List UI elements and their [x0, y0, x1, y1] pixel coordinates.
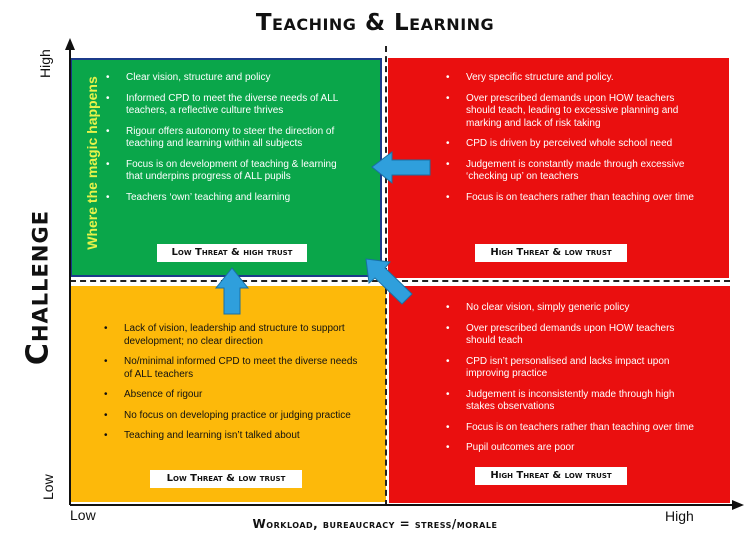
- x-axis-label: Workload, bureaucracy = stress/morale: [252, 517, 498, 531]
- bottom-left-points: [102, 323, 362, 451]
- left-arrow-icon: [372, 152, 430, 183]
- list-item: • Lack of vision, leadership and structure to support development; no clear direction: [102, 323, 362, 348]
- top-right-tag: High Threat & low trust: [475, 244, 627, 262]
- bottom-right-tag: High Threat & low trust: [475, 467, 627, 485]
- list-item: • Very specific structure and policy.: [444, 72, 699, 85]
- list-item: • Focus is on teachers rather than teaching over time: [444, 192, 699, 205]
- diagram-title: Teaching & Learning: [255, 10, 495, 36]
- list-item: • Teachers ‘own’ teaching and learning: [104, 192, 349, 205]
- list-item: • Teaching and learning isn’t talked about: [102, 430, 362, 443]
- bottom-left-tag: Low Threat & low trust: [150, 470, 302, 488]
- list-item: • Rigour offers autonomy to steer the direction of teaching and learning within all subjects: [104, 126, 349, 151]
- list-item: • No focus on developing practice or judging practice: [102, 410, 362, 423]
- list-item: • Informed CPD to meet the diverse needs of ALL teachers, a reflective culture thrives: [104, 93, 349, 118]
- y-axis-label: Challenge: [20, 209, 56, 366]
- list-item: • Clear vision, structure and policy: [104, 72, 349, 85]
- x-axis-high-label: High: [665, 508, 694, 524]
- up-arrow-icon: [216, 268, 248, 314]
- list-item: • CPD isn’t personalised and lacks impact upon improving practice: [444, 356, 699, 381]
- list-item: • Judgement is constantly made through excessive ‘checking up’ on teachers: [444, 159, 699, 184]
- y-axis-arrowhead-icon: [65, 38, 75, 50]
- list-item: • Pupil outcomes are poor: [444, 442, 699, 455]
- bottom-right-points: [444, 302, 699, 463]
- list-item: • No clear vision, simply generic policy: [444, 302, 699, 315]
- top-left-points: [104, 72, 349, 212]
- list-item: • Absence of rigour: [102, 389, 362, 402]
- magic-side-text: Where the magic happens: [84, 76, 100, 250]
- y-axis-high-label: High: [37, 49, 53, 78]
- list-item: • Judgement is inconsistently made through high stakes observations: [444, 389, 699, 414]
- list-item: • Over prescribed demands upon HOW teachers should teach: [444, 323, 699, 348]
- list-item: • Focus is on teachers rather than teaching over time: [444, 422, 699, 435]
- list-item: • CPD is driven by perceived whole school need: [444, 138, 699, 151]
- x-axis-low-label: Low: [70, 507, 96, 523]
- top-right-points: [444, 72, 699, 212]
- list-item: • No/minimal informed CPD to meet the diverse needs of ALL teachers: [102, 356, 362, 381]
- x-axis-arrowhead-icon: [732, 500, 744, 510]
- y-axis-low-label: Low: [40, 474, 56, 500]
- list-item: • Over prescribed demands upon HOW teachers should teach, leading to excessive planning and marking and lack of risk taking: [444, 93, 699, 131]
- list-item: • Focus is on development of teaching & learning that underpins progress of ALL pupils: [104, 159, 349, 184]
- diagonal-arrow-icon: [366, 259, 412, 304]
- top-left-tag: Low Threat & high trust: [157, 244, 307, 262]
